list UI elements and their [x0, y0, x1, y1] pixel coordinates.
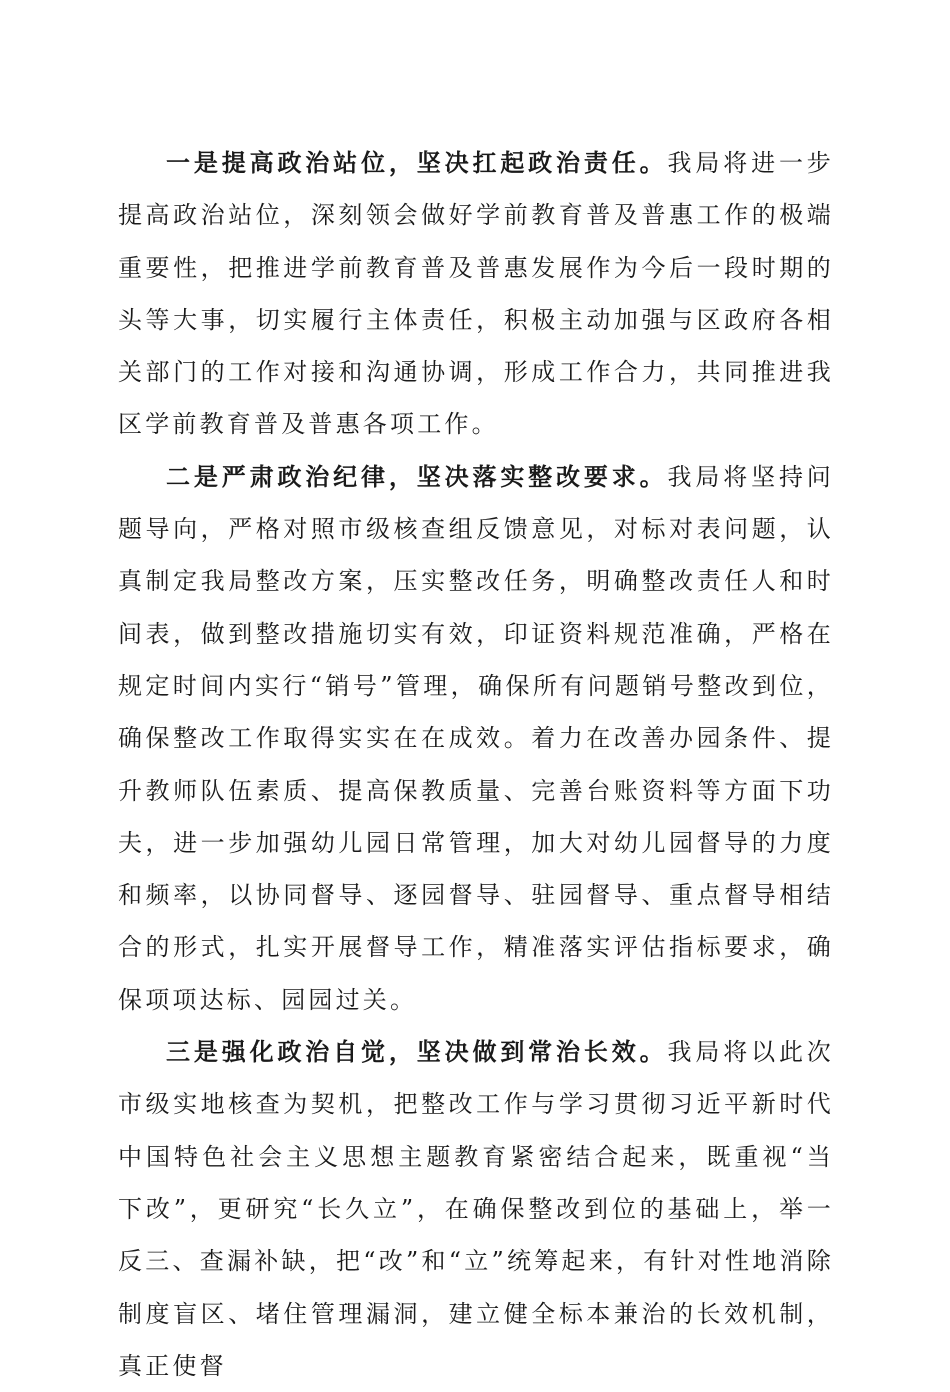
- paragraph-1-text: 我局将进一步提高政治站位，深刻领会做好学前教育普及普惠工作的极端重要性，把推进学前教育普及普惠发展作为今后一段时期的头等大事，切实履行主体责任，积极主动加强与区政府各相关部门的工作对接和沟通协调，形成工作合力，共同推进我区学前教育普及普惠各项工作。: [118, 149, 835, 439]
- paragraph-3: [118, 1026, 834, 1392]
- paragraph-3-heading: 三是强化政治自觉，坚决做到常治长效。: [166, 1038, 668, 1067]
- paragraph-3-text: 我局将以此次市级实地核查为契机，把整改工作与学习贯彻习近平新时代中国特色社会主义思想主题教育紧密结合起来，既重视“当下改”，更研究“长久立”，在确保整改到位的基础上，举一反三、查漏补缺，把“改”和“立”统筹起来，有针对性地消除制度盲区、堵住管理漏洞，建立健全标本兼治的长效机制，真正使督: [118, 1038, 835, 1380]
- paragraph-1-heading: 一是提高政治站位，坚决扛起政治责任。: [166, 149, 668, 177]
- paragraph-2-heading: 二是严肃政治纪律，坚决落实整改要求。: [166, 462, 668, 491]
- paragraph-2-text: 我局将坚持问题导向，严格对照市级核查组反馈意见，对标对表问题，认真制定我局整改方案，压实整改任务，明确整改责任人和时间表，做到整改措施切实有效，印证资料规范准确，严格在规定时间内实行“销号”管理，确保所有问题销号整改到位，确保整改工作取得实实在在成效。着力在改善办园条件、提升教师队伍素质、提高保教质量、完善台账资料等方面下功夫，进一步加强幼儿园日常管理，加大对幼儿园督导的力度和频率，以协同督导、逐园督导、驻园督导、重点督导相结合的形式，扎实开展督导工作，精准落实评估指标要求，确保项项达标、园园过关。: [118, 462, 835, 1014]
- paragraph-1: [118, 137, 834, 451]
- paragraph-2: [118, 451, 834, 1026]
- document-body: [118, 137, 834, 1392]
